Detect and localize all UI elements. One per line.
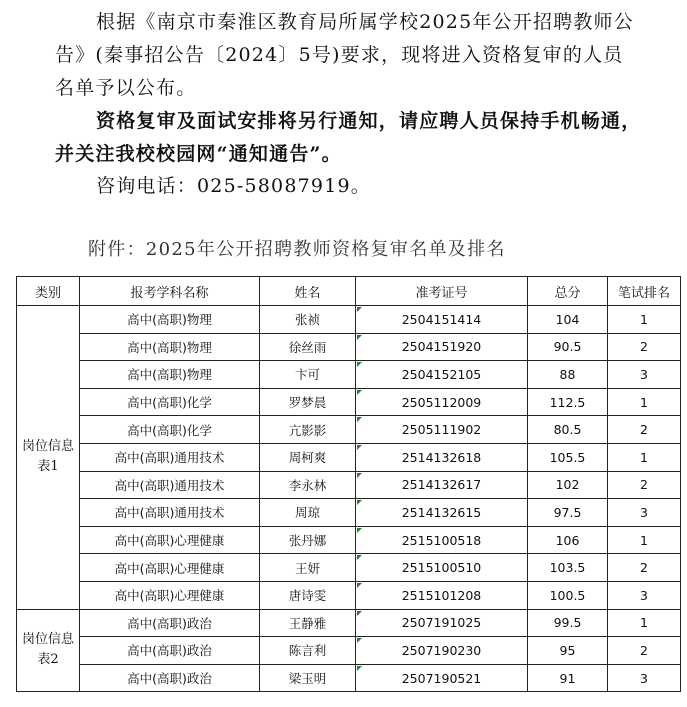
exam-number-cell: 2515100510: [356, 554, 528, 582]
group-label: 岗位信息表1: [17, 306, 80, 610]
score-cell: 97.5: [528, 499, 608, 527]
exam-number-cell: 2514132617: [356, 471, 528, 499]
contact-phone: 咨询电话：025-58087919。: [96, 175, 371, 197]
notice-line-3: 名单予以公布。: [55, 77, 197, 99]
exam-number-cell: 2514132618: [356, 443, 528, 471]
subject-cell: 高中(高职)化学: [80, 416, 260, 444]
table-row: [17, 664, 681, 692]
name-cell: 梁玉明: [260, 664, 356, 692]
name-cell: 周柯爽: [260, 443, 356, 471]
subject-cell: 高中(高职)心理健康: [80, 581, 260, 609]
subject-cell: 高中(高职)物理: [80, 361, 260, 389]
rank-cell: 3: [608, 664, 681, 692]
name-cell: 陈言利: [260, 637, 356, 665]
header-subject: 报考学科名称: [80, 277, 260, 306]
table-row: [17, 637, 681, 665]
name-cell: 张丹娜: [260, 526, 356, 554]
subject-cell: 高中(高职)政治: [80, 609, 260, 637]
rank-cell: 1: [608, 609, 681, 637]
table-row: [17, 609, 681, 637]
exam-number-cell: 2505111902: [356, 416, 528, 444]
score-cell: 95: [528, 637, 608, 665]
exam-number-cell: 2507190521: [356, 664, 528, 692]
exam-number-cell: 2515100518: [356, 526, 528, 554]
attachment-title: 附件：2025年公开招聘教师资格复审名单及排名: [88, 239, 506, 260]
header-total-score: 总分: [528, 277, 608, 306]
score-cell: 80.5: [528, 416, 608, 444]
group-label: 岗位信息表2: [17, 609, 80, 692]
rank-cell: 1: [608, 388, 681, 416]
name-cell: 王静雅: [260, 609, 356, 637]
table-header-row: [17, 277, 681, 306]
score-cell: 104: [528, 306, 608, 334]
name-cell: 李永林: [260, 471, 356, 499]
subject-cell: 高中(高职)心理健康: [80, 554, 260, 582]
score-cell: 112.5: [528, 388, 608, 416]
exam-number-cell: 2504152105: [356, 361, 528, 389]
notice-line-1: 根据《南京市秦淮区教育局所属学校2025年公开招聘教师公: [96, 11, 634, 33]
candidate-table: [16, 276, 681, 692]
rank-cell: 3: [608, 361, 681, 389]
table-row: [17, 471, 681, 499]
notice-line-4: 资格复审及面试安排将另行通知，请应聘人员保持手机畅通，: [96, 110, 642, 132]
exam-number-cell: 2507191025: [356, 609, 528, 637]
score-cell: 106: [528, 526, 608, 554]
header-name: 姓名: [260, 277, 356, 306]
rank-cell: 3: [608, 581, 681, 609]
score-cell: 103.5: [528, 554, 608, 582]
name-cell: 亢影影: [260, 416, 356, 444]
subject-cell: 高中(高职)政治: [80, 664, 260, 692]
notice-line-5: 并关注我校校园网“通知通告”。: [55, 143, 342, 165]
name-cell: 王妍: [260, 554, 356, 582]
header-exam-number: 准考证号: [356, 277, 528, 306]
rank-cell: 1: [608, 443, 681, 471]
exam-number-cell: 2504151920: [356, 333, 528, 361]
table-row: [17, 443, 681, 471]
subject-cell: 高中(高职)化学: [80, 388, 260, 416]
rank-cell: 1: [608, 306, 681, 334]
name-cell: 张祯: [260, 306, 356, 334]
exam-number-cell: 2505112009: [356, 388, 528, 416]
rank-cell: 2: [608, 637, 681, 665]
table-row: [17, 581, 681, 609]
name-cell: 卞可: [260, 361, 356, 389]
table-row: [17, 306, 681, 334]
name-cell: 唐诗雯: [260, 581, 356, 609]
subject-cell: 高中(高职)政治: [80, 637, 260, 665]
exam-number-cell: 2504151414: [356, 306, 528, 334]
score-cell: 100.5: [528, 581, 608, 609]
table-row: [17, 388, 681, 416]
score-cell: 88: [528, 361, 608, 389]
subject-cell: 高中(高职)通用技术: [80, 443, 260, 471]
table-row: [17, 554, 681, 582]
header-written-rank: 笔试排名: [608, 277, 681, 306]
score-cell: 105.5: [528, 443, 608, 471]
name-cell: 周琼: [260, 499, 356, 527]
score-cell: 102: [528, 471, 608, 499]
subject-cell: 高中(高职)物理: [80, 306, 260, 334]
rank-cell: 1: [608, 526, 681, 554]
rank-cell: 2: [608, 554, 681, 582]
rank-cell: 2: [608, 416, 681, 444]
exam-number-cell: 2515101208: [356, 581, 528, 609]
rank-cell: 2: [608, 333, 681, 361]
table-row: [17, 416, 681, 444]
score-cell: 99.5: [528, 609, 608, 637]
rank-cell: 2: [608, 471, 681, 499]
notice-line-2: 告》(秦事招公告〔2024〕5号)要求，现将进入资格复审的人员: [55, 44, 624, 66]
header-category: 类别: [17, 277, 80, 306]
name-cell: 罗梦晨: [260, 388, 356, 416]
name-cell: 徐丝雨: [260, 333, 356, 361]
rank-cell: 3: [608, 499, 681, 527]
score-cell: 90.5: [528, 333, 608, 361]
table-row: [17, 333, 681, 361]
exam-number-cell: 2507190230: [356, 637, 528, 665]
subject-cell: 高中(高职)通用技术: [80, 471, 260, 499]
exam-number-cell: 2514132615: [356, 499, 528, 527]
subject-cell: 高中(高职)物理: [80, 333, 260, 361]
subject-cell: 高中(高职)通用技术: [80, 499, 260, 527]
table-row: [17, 526, 681, 554]
subject-cell: 高中(高职)心理健康: [80, 526, 260, 554]
table-row: [17, 499, 681, 527]
score-cell: 91: [528, 664, 608, 692]
table-row: [17, 361, 681, 389]
